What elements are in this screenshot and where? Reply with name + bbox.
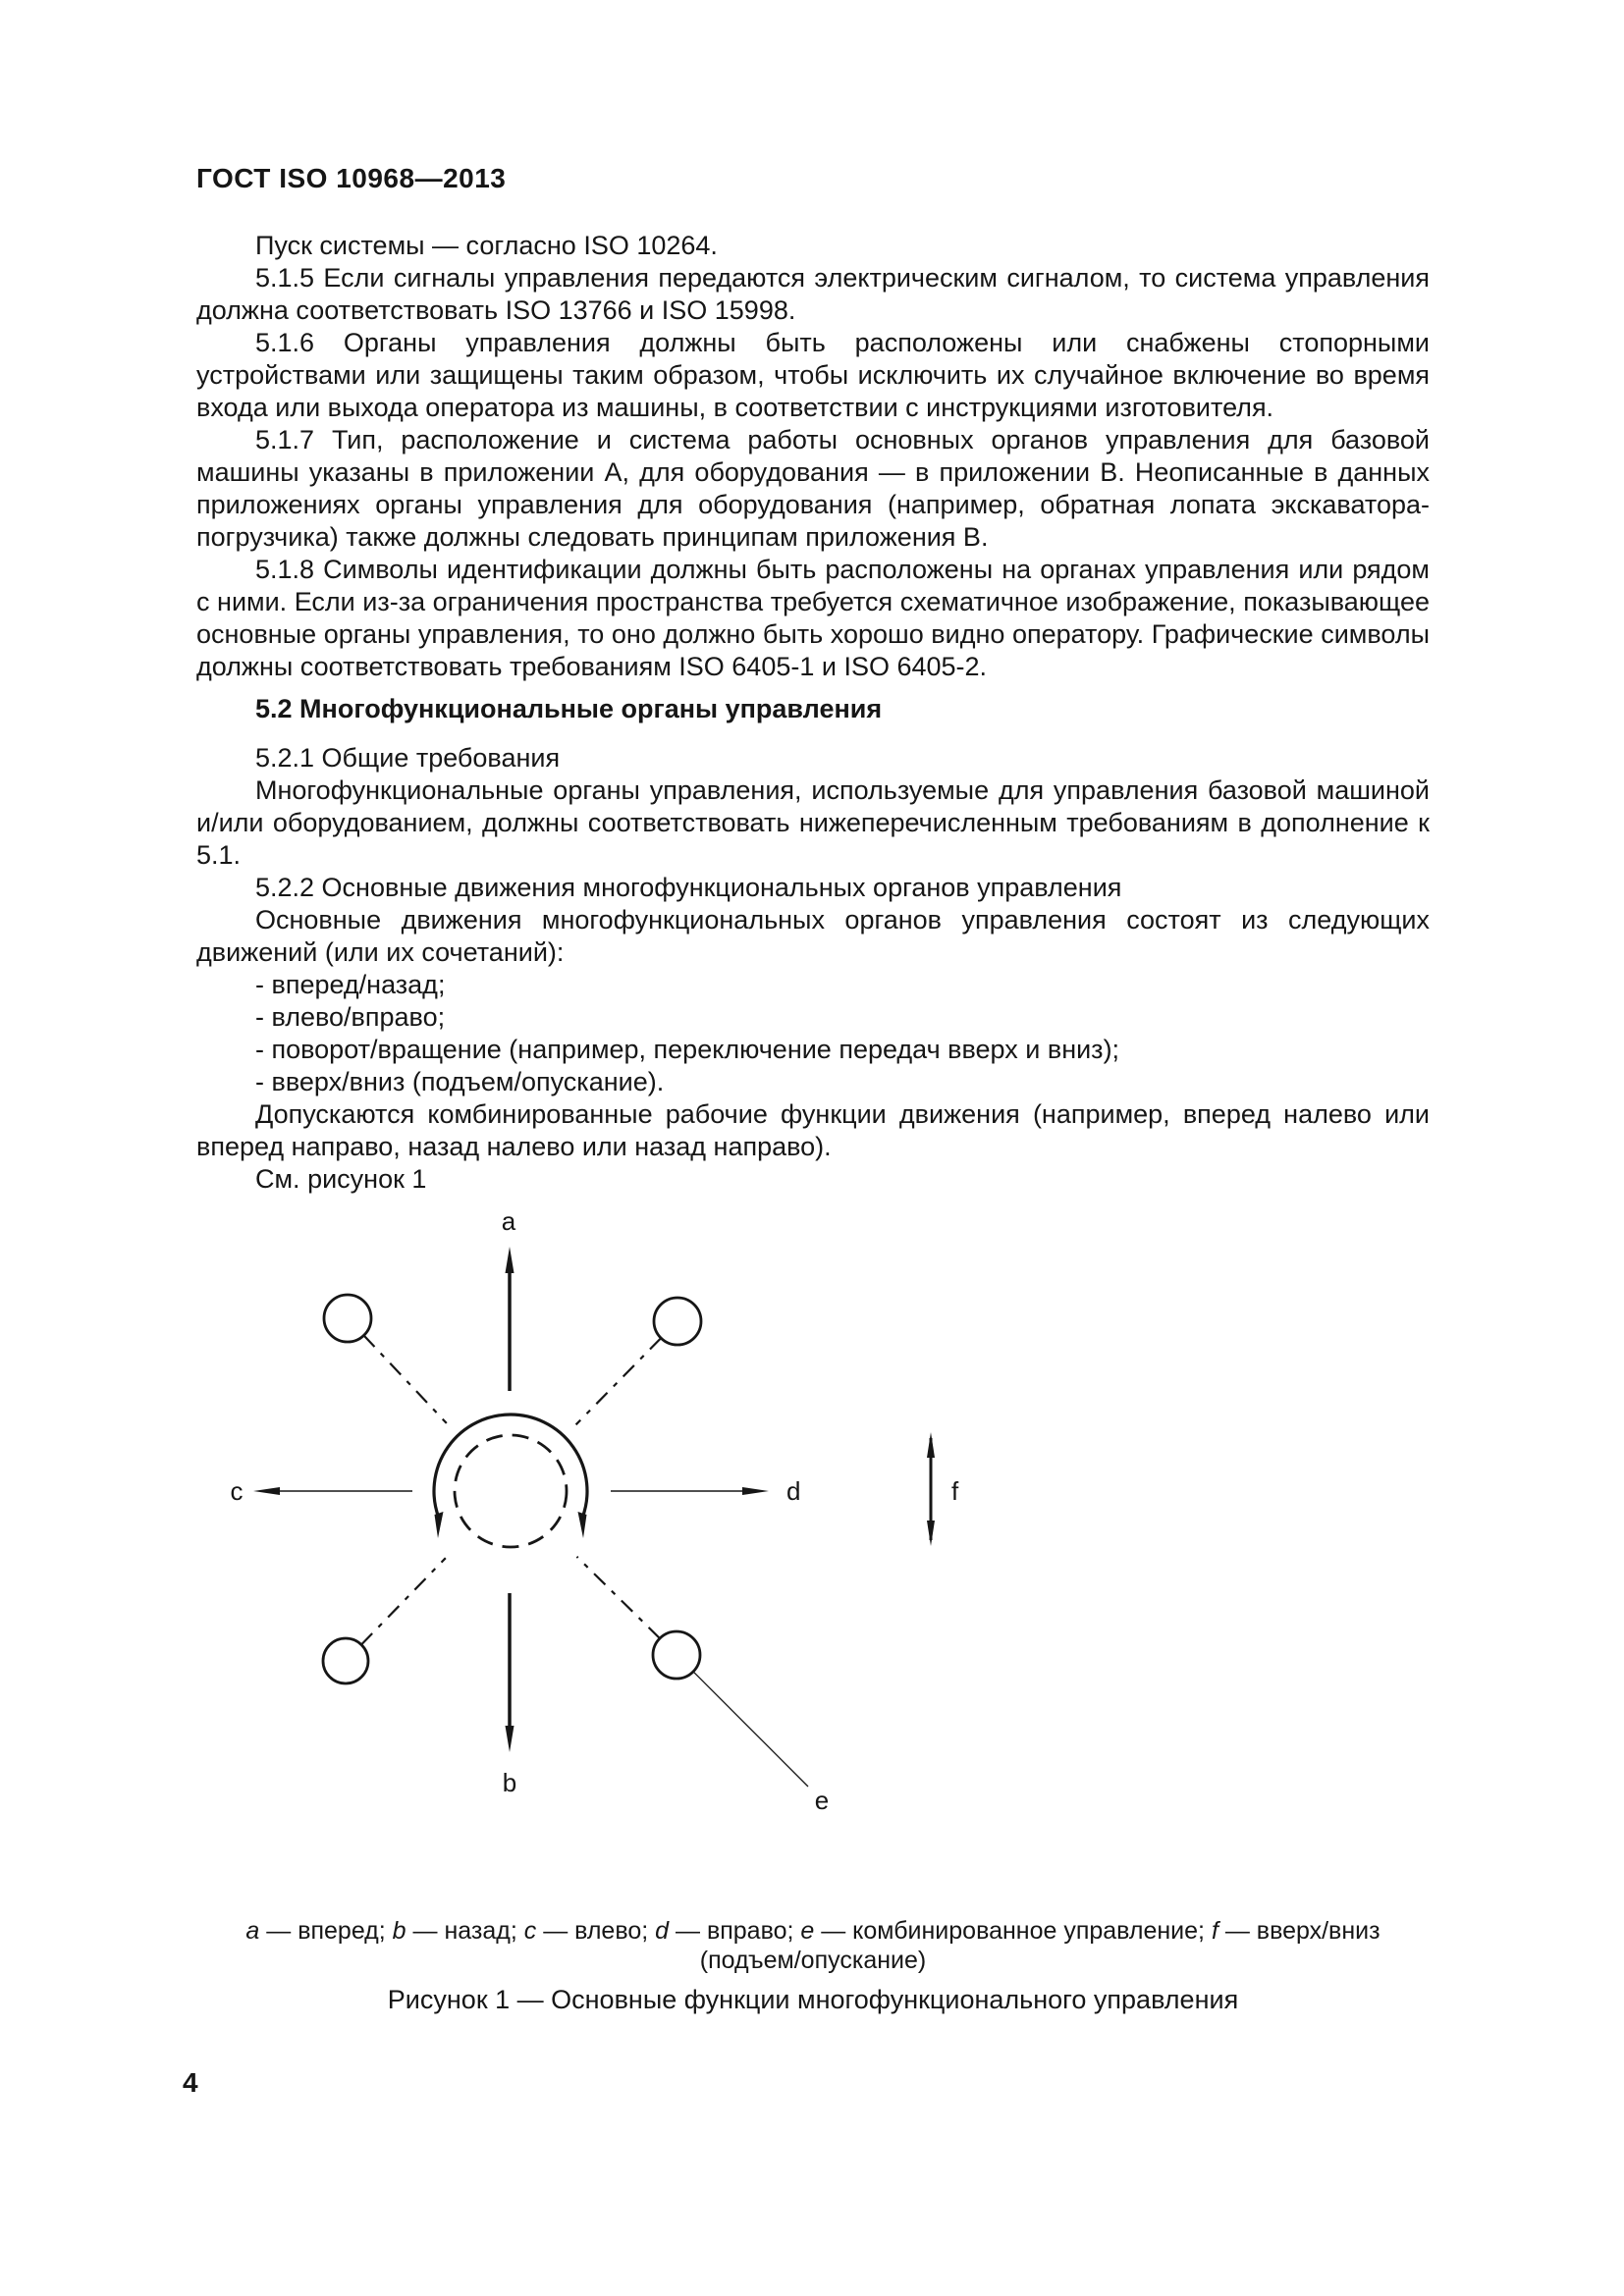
caption-part-e [800,1917,1212,1945]
paragraph-5-2-2: 5.2.2 Основные движения многофункциональных органов управления [255,873,1122,902]
caption-desc-d: — вправо; [669,1917,801,1945]
caption-label-f: f [1211,1917,1218,1945]
figure-1 [187,1202,992,1836]
arrow-left [253,1487,412,1495]
paragraph-see-figure: См. рисунок 1 [255,1164,427,1194]
figure-1-diagram [187,1202,992,1836]
section-heading-5-2: 5.2 Многофункциональные органы управления [255,694,883,723]
arrow-up-down-lift [927,1432,935,1546]
caption-desc-f: — вверх/вниз (подъем/опускание) [699,1917,1380,1974]
knob-bottom-right [577,1557,701,1679]
paragraph-5-1-6: 5.1.6 Органы управления должны быть расположены или снабжены стопорными устройствами или защищены таким образом, чтобы исключить их случайное включение во время входа или выхода оператора из машины, в соответствии с инструкциями изготовителя. [196,328,1430,422]
knob-top-left [324,1295,447,1423]
caption-part-a [245,1917,392,1945]
knob-bottom-left [323,1558,446,1683]
paragraph-5-2-2-body: Основные движения многофункциональных органов управления состоят из следующих движений (или их сочетаний): [196,905,1430,967]
caption-label-d: d [655,1917,670,1945]
page-number: 4 [183,2067,198,2098]
caption-desc-c: — влево; [536,1917,656,1945]
paragraph-start-system: Пуск системы — согласно ISO 10264. [255,231,718,260]
arrow-up-forward [506,1247,514,1391]
rotation-arc-arrowhead-right [578,1512,587,1538]
caption-label-a: a [245,1917,260,1945]
figure-label-f: f [951,1476,959,1506]
figure-label-a: a [501,1206,516,1236]
arrow-right [611,1487,769,1495]
figure-title: Рисунок 1 — Основные функции многофункционального управления [387,1985,1239,2014]
figure-label-d: d [786,1476,801,1506]
caption-desc-e: — комбинированное управление; [814,1917,1212,1945]
rotation-arc-arrowhead-left [435,1512,444,1538]
knob-top-right [576,1298,701,1424]
caption-desc-a: — вперед; [259,1917,393,1945]
caption-part-b [393,1917,524,1945]
caption-desc-b: — назад; [406,1917,524,1945]
paragraph-5-2-1-body: Многофункциональные органы управления, используемые для управления базовой машиной и/или оборудованием, должны соответствовать нижеперечисленным требованиям в дополнение к 5.1. [196,775,1430,870]
list-item-forward-back: - вперед/назад; [255,970,446,999]
caption-label-e: e [800,1917,815,1945]
arrow-down-backward [506,1593,514,1752]
figure-label-e: e [814,1786,830,1815]
caption-label-c: c [523,1917,537,1945]
figure-caption [196,1916,1430,1975]
paragraph-5-1-5: 5.1.5 Если сигналы управления передаются электрическим сигналом, то система управления должна соответствовать ISO 13766 и ISO 15998. [196,263,1430,325]
caption-label-b: b [392,1917,406,1945]
paragraph-combined-functions: Допускаются комбинированные рабочие функции движения (например, вперед налево или вперед направо, назад налево или назад направо). [196,1099,1430,1161]
list-item-up-down: - вверх/вниз (подъем/опускание). [255,1067,665,1096]
paragraph-5-1-8: 5.1.8 Символы идентификации должны быть расположены на органах управления или рядом с ними. Если из-за ограничения пространства требуется схематичное изображение, показывающее основные органы управления, то оно должно быть хорошо видно оператору. Графические символы должны соответствовать требованиям ISO 6405-1 и ISO 6405-2. [196,555,1430,681]
document-header: ГОСТ ISO 10968—2013 [196,163,507,193]
paragraph-5-1-7: 5.1.7 Тип, расположение и система работы основных органов управления для базовой машины указаны в приложении А, для оборудования — в приложении В. Неописанные в данных приложениях органы управления для оборудования (например, обратная лопата экскаватора-погрузчика) также должны следовать принципам приложения В. [196,425,1430,552]
center-control-circle [455,1435,567,1547]
list-item-rotation: - поворот/вращение (например, переключение передач вверх и вниз); [255,1035,1120,1064]
caption-part-d [655,1917,800,1945]
leader-line-e [693,1672,808,1787]
list-item-left-right: - влево/вправо; [255,1002,446,1032]
paragraph-5-2-1: 5.2.1 Общие требования [255,743,561,773]
figure-label-b: b [502,1768,517,1797]
figure-label-c: c [230,1476,244,1506]
document-body [196,230,1430,1196]
caption-part-c [524,1917,655,1945]
